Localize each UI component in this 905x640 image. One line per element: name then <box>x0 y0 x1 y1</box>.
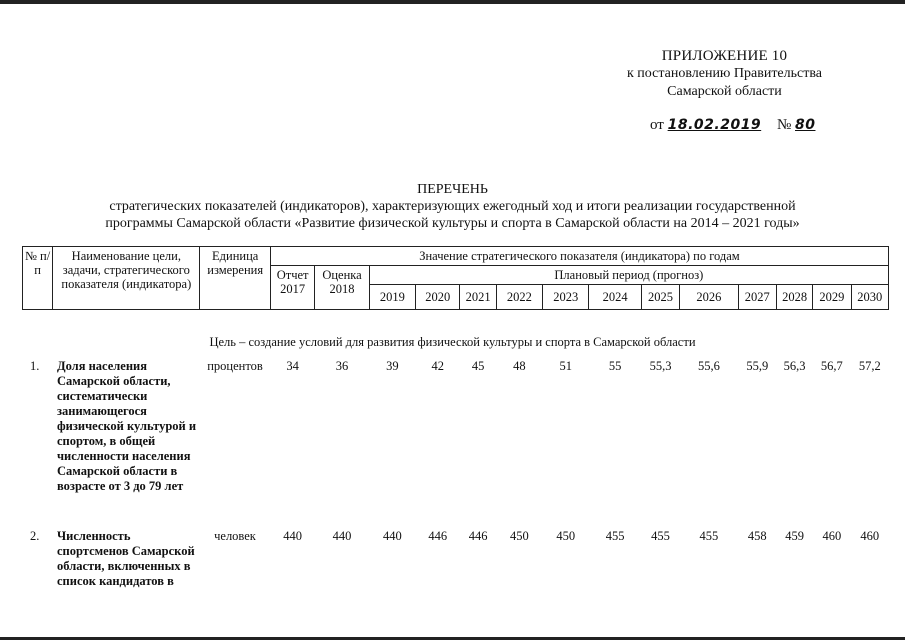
decree-prefix: от <box>650 117 664 133</box>
decree-number-label: № <box>776 117 792 133</box>
indicator-name: Доля населения Самарской области, систематически занимающегося физической культурой и спортом, в общей численности населения Самарской области в возрасте от 3 до 79 лет <box>57 359 197 493</box>
value-cell: 450 <box>510 529 529 543</box>
appendix-line-3: Самарской области <box>667 84 782 99</box>
year-cell: 2020 <box>416 285 460 310</box>
value-cell: 460 <box>822 529 842 543</box>
value-cell: 36 <box>335 359 349 373</box>
value-cell: 458 <box>747 529 767 543</box>
year-cell: 2030 <box>851 285 888 310</box>
value-cell: 51 <box>559 359 573 373</box>
value-cell: 55,3 <box>649 359 672 373</box>
value-cell: 455 <box>605 529 625 543</box>
year-cell: 2019 <box>369 285 415 310</box>
value-cell: 55,6 <box>697 359 720 373</box>
document-title: ПЕРЕЧЕНЬ <box>417 182 488 197</box>
value-cell: 45 <box>471 359 485 373</box>
value-cell: 455 <box>651 529 670 543</box>
decree-line <box>650 117 815 134</box>
value-cell: 55 <box>608 359 622 373</box>
value-cell: 450 <box>556 529 576 543</box>
value-cell: 446 <box>468 529 488 543</box>
value-cell: 42 <box>431 359 445 373</box>
goal-row: Цель – создание условий для развития физической культуры и спорта в Самарской области <box>209 335 696 349</box>
decree-number: 80 <box>795 117 816 133</box>
document-heading <box>0 181 905 232</box>
indicator-name: Численность спортсменов Самарской области, включенных в список кандидатов в <box>57 529 195 588</box>
col-plan-period: Плановый период (прогноз) <box>369 266 888 285</box>
appendix-header <box>627 47 822 101</box>
document-subtitle-line-1: стратегических показателей (индикаторов), характеризующих ежегодный ход и итоги реализации государственной <box>109 199 796 214</box>
indicators-table-header <box>22 246 889 310</box>
scan-top-edge <box>0 0 905 4</box>
col-estimate-2018: Оценка 2018 <box>315 266 369 310</box>
value-cell: 57,2 <box>858 359 881 373</box>
appendix-line-2: к постановлению Правительства <box>626 66 822 81</box>
value-cell: 39 <box>386 359 399 373</box>
year-cell: 2024 <box>589 285 641 310</box>
value-cell: 455 <box>699 529 719 543</box>
year-cell: 2029 <box>813 285 851 310</box>
year-cell: 2026 <box>680 285 738 310</box>
col-values: Значение стратегического показателя (индикатора) по годам <box>270 247 888 266</box>
indicator-unit: человек <box>214 529 256 543</box>
appendix-title: ПРИЛОЖЕНИЕ 10 <box>661 48 788 64</box>
year-cell: 2027 <box>738 285 776 310</box>
value-cell: 440 <box>332 529 352 543</box>
document-subtitle-line-2: программы Самарской области «Развитие физической культуры и спорта в Самарской области на 2014 – 2021 годы» <box>105 216 800 231</box>
year-cell: 2028 <box>776 285 812 310</box>
year-cell: 2021 <box>460 285 496 310</box>
row-number: 2. <box>30 529 40 543</box>
value-cell: 34 <box>286 359 299 373</box>
indicator-unit: процентов <box>207 359 263 373</box>
col-report-2017: Отчет 2017 <box>270 266 314 310</box>
row-number: 1. <box>30 359 40 373</box>
year-cell: 2023 <box>543 285 589 310</box>
value-cell: 56,3 <box>783 359 806 373</box>
year-cell: 2022 <box>496 285 542 310</box>
year-cell: 2025 <box>641 285 679 310</box>
col-unit: Единица измерения <box>200 247 271 310</box>
value-cell: 56,7 <box>820 359 843 373</box>
value-cell: 440 <box>383 529 402 543</box>
value-cell: 48 <box>513 359 526 373</box>
value-cell: 446 <box>428 529 448 543</box>
value-cell: 55,9 <box>746 359 769 373</box>
value-cell: 459 <box>785 529 804 543</box>
value-cell: 460 <box>860 529 880 543</box>
decree-date: 18.02.2019 <box>667 117 762 133</box>
value-cell: 440 <box>283 529 303 543</box>
col-number: № п/п <box>23 247 53 310</box>
col-name: Наименование цели, задачи, стратегического показателя (индикатора) <box>53 247 200 310</box>
